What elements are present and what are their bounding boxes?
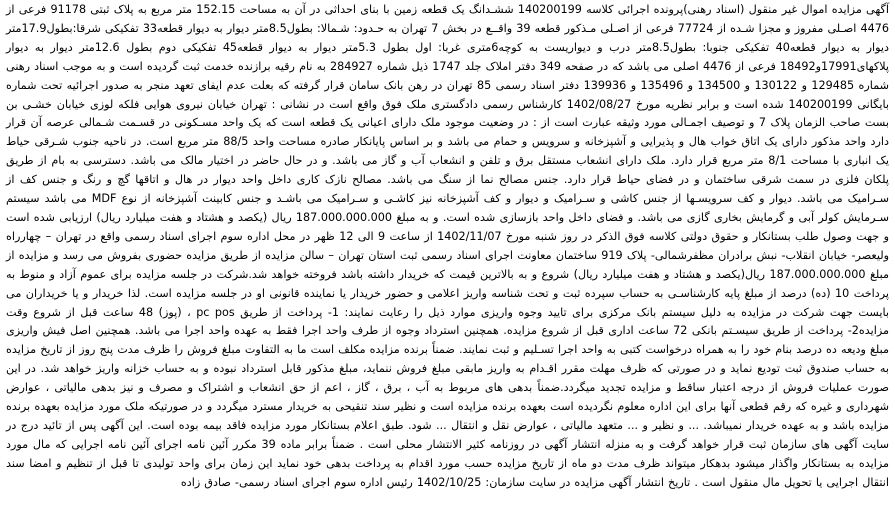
auction-notice-text: آگهی مزایده اموال غیر منقول (اسناد رهنی)پرونده اجرائی کلاسه 140200199 ششـدانگ یک قطعه زمین با بنای احداثی در آن به مساحت 152.15 متر مربع به پلاک ثبتی 91178 فرعی از 4476 اصـلی مفروز و مجزا شـده از 77724 فرعی از اصـلی مـذکور قطعه 39 واقــع در بخش 7 تهران به حـدود: شـمالا: بطول8.5متر دیوار به دیوار قطعه33 تفکیکی شرقا:بطول17.9متر دیوار به دیوار قطعه40 تفکیکی جنوبا: بطول8.5متر درب و دیواریست به کوچه6متری غربا: اول بطول 5.3متر دیوار به دیوار قطعه45 تفکیکی دوم بطول 12.6متر دیوار به دیوار پلاکهای17991و18492 فرعی از 4476 اصلی می باشد که در صفحه 349 دفتر املاک جلد 1747 ذیل شماره 284927 به نام رقیه برازنده خدمت ثبت گردیده است و به موجب اسناد رهنی شماره 129485 و 130122 و 134500 و 135496 و 139936 دفتر اسناد رسمی 85 تهران در رهن بانک سامان قرار گرفته که بعلت عدم ایفای تعهد منجر به صدور اجرائیه تحت شماره بایگانی 140200199 شده است و برابر نظریه مورخ 1402/08/27 کارشناس رسمی دادگستری ملک فوق واقع است در نشانی : تهران خیابان نیروی هوایی فلکه لوزی خیابان خشـی بن بست صاحب الزمان پلاک 7 و توصیف اجمـالی مورد وثیقه عبارت است از : در وضعیت موجود ملک دارای اعیانی یک قطعه است که یک واحد مسـکونی در قسـمت شـمالی عرصه آن قرار دارد واحد مذکور دارای یک اتاق خواب هال و پذیرایی و آشپزخانه و سرویس و حمام می باشد و بر اساس پایانکار صادره مساحت واحد 88/5 متر مربع است. در ناحیه جنوب شـرقی حیاط یک انباری با مساحت 8/1 متر مربع قرار دارد. ملک دارای انشعاب مستقل برق و تلفن و انشعاب آب و گاز می باشد. و در حال حاضر در اختیار مالک می باشد. دسترسی به بام از طریق پلکان فلزی در سمت شرقی ساختمان و در فضای حیاط قرار دارد. جنس مصالح نما از سنگ می باشد. مصالح نازک کاری داخل واحد دیوار در هال و اتاقها گچ و رنگ و جنس کف از سـرامیک می باشد. دیوار و کف سرویسـها از جنس کاشی و سـرامیک و دیوار و کف آشپزخانه نیز کاشـی و سـرامیک می باشـد و جنس کابینت آشپزخانه از نوع MDF می باشد سیستم سـرمایش کولر آبی و گرمایش بخاری گازی می باشد. و فضای داخل واحد بازسازی شده است. و به مبلغ 187.000.000.000 ریال (یکصد و هشتاد و هفت میلیارد ریال) ارزیابی شده است و جهت وصول طلب بستانکار و حقوق دولتی کلاسه فوق الذکر در روز شنبه مورخ 1402/11/07 از ساعت 9 الی 12 ظهر در محل اداره سوم اجرای اسناد رسمی واقع در تهران – چهارراه ولیعصر- خیابان انقلاب- نبش برادران مظفرشمالی- پلاک 919 ساختمان معاونت اجرای اسناد رسمی ثبت استان تهران – سالن مزایده از طریق مزایده حضوری بفروش می رسد و مزایده از مبلغ 187.000.000.000 ریال(یکصد و هشتاد و هفت میلیارد ریال) شروع و به بالاترین قیمت که خریدار داشته باشد فروخته خواهد شد.شرکت در جلسه مزایده برای عموم آزاد و منوط به پرداخت 10 (ده) درصد از مبلغ پایه کارشناسـی به حساب سپرده ثبت و تحت شناسه واریز اعلامی و حضور خریدار یا نماینده قانونی او در جلسه مزایده است. لذا خریدار و یا خریداران می بایست جهت شرکت در مزایده به دلیل سیستم بانک مرکزی برای تایید وجوه واریزی موارد ذیل را رعایت نمایند: 1- پرداخت از طریق pc pos ، (پوز) 48 ساعت قبل از شروع وقت مزایده2- پرداخت از طریق سیسـتم بانکی 72 ساعت اداری قبل از شروع مزایده. همچنین استرداد وجوه از طرف واحد اجرا فقط به عهده واحد اجرا می باشد. همچنین اصل فیش واریزی مبلغ ودیعه ده درصد بنام خود را به همراه درخواست کتبی به واحد اجرا تسـلیم و ثبت نمایند. ضمناً برنده مزایده مکلف است ما به التفاوت مبلغ فروش را ظرف مدت پنج روز از تاریخ مزایده به حساب صندوق ثبت تودیع نماید و در صورتی که ظرف مهلت مقرر اقـدام به واریز مابقی مبلغ فروش ننماید، مبلغ مذکور قابل استرداد نبوده و به حساب خزانه واریز خواهد شد. در این صورت عملیات فروش از درجه اعتبار ساقط و مزایده تجدید میگردد.ضمناً بدهی های مربوط به آب ، برق ، گاز ، اعم از حق انشعاب و اشتراک و مصرف و نیز بدهی مالیاتی ، عوارض شهرداری و غیره که رقم قطعی آنها برای این اداره معلوم نگردیده است بعهده برنده مزایده است و نظیر سند تنقیحی به خریدار مسترد میگردد و در صورتیکه ملک مورد مزایده بعهده برنده مزایده باشد و به عهده خریدار نمیباشد. ... و نظیر و ... متعهد مالیاتی ، عوارض نقل و انتقال ... شود. طبق اعلام بستانکار مورد مزایده فاقد بیمه بوده است. این آگهی پس از تائید درج در سایت آگهی های سازمان ثبت قرار خواهد گرفت و به منزله انتشار آگهی در روزنامه کثیر الانتشار محلی است . ضمناً برابر ماده 39 مکرر آئین نامه اجرای آئین نامه اجرایی که مال مورد مزایده به بستانکار واگذار میشود بدهکار میتواند ظرف مدت دو ماه از تاریخ مزایده حسب مورد اقدام به پرداخت بدهی خود نماید این زمان برای واحد تولیدی تا قبل از تنظیم و امضا سند انتقال اجرایی یا تحویل مال منقول است . تاریخ انتشار آگهی مزایده در سایت سازمان: 1402/10/25 رئیس اداره سوم اجرای اسناد رسمی- صادق زاده [6,3,890,489]
